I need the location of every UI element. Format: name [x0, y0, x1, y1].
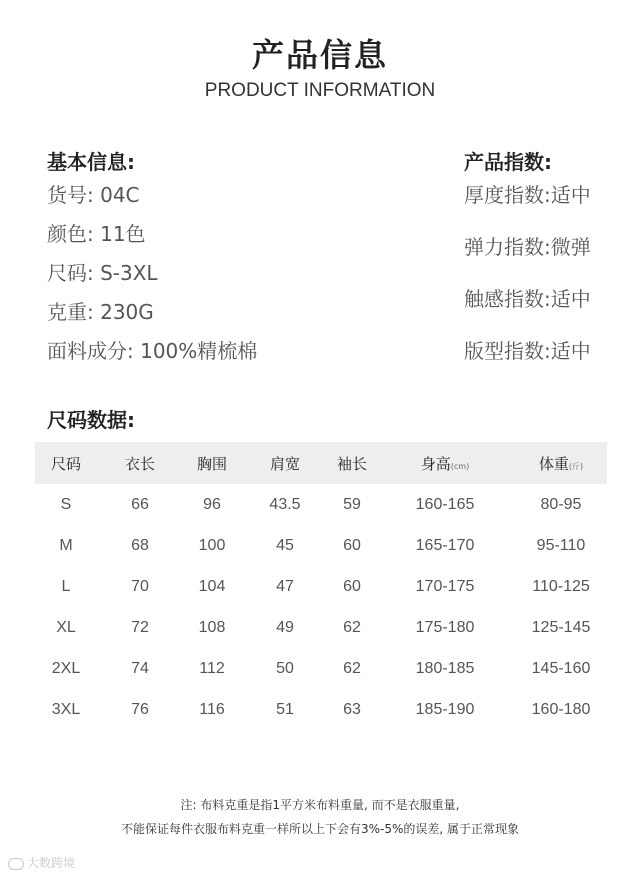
table-cell: M	[59, 536, 73, 554]
product-index-heading: 产品指数:	[464, 150, 552, 174]
size-data-heading: 尺码数据:	[47, 408, 135, 432]
table-cell: 96	[203, 495, 221, 513]
table-cell: 45	[276, 536, 294, 554]
basic-info-item: 货号: 04C	[47, 183, 140, 207]
table-cell: 145-160	[531, 659, 591, 677]
header-label: 肩宽	[269, 454, 300, 473]
table-cell: 160-165	[415, 495, 475, 513]
size-table-header-cell	[183, 442, 241, 484]
size-table-header-row	[35, 442, 607, 484]
table-cell: 74	[131, 659, 149, 677]
table-cell: 63	[343, 700, 361, 718]
header-label: 衣长	[124, 454, 155, 473]
table-cell: 100	[198, 536, 226, 554]
table-cell: 170-175	[415, 577, 475, 595]
header-label: 胸围	[196, 454, 227, 473]
header-label: 身高	[420, 454, 451, 473]
product-index-item: 版型指数:适中	[464, 339, 591, 363]
table-row	[35, 689, 607, 730]
table-cell: 175-180	[415, 618, 475, 636]
size-table-header-cell	[515, 442, 607, 484]
product-index-item: 弹力指数:微弹	[464, 235, 591, 259]
table-row	[35, 525, 607, 566]
table-cell: 62	[343, 618, 361, 636]
table-cell: 68	[131, 536, 149, 554]
watermark-logo-icon	[8, 858, 24, 870]
table-cell: 104	[198, 577, 226, 595]
table-cell: 116	[199, 700, 225, 718]
table-cell: 80-95	[540, 495, 582, 513]
table-cell: 180-185	[415, 659, 475, 677]
basic-info-list	[47, 180, 257, 375]
header-label: 袖长	[336, 454, 367, 473]
table-cell: 108	[198, 618, 226, 636]
table-row	[35, 566, 607, 607]
table-cell: 160-180	[531, 700, 591, 718]
header-label: 体重	[538, 454, 569, 473]
page-subtitle: PRODUCT INFORMATION	[204, 80, 436, 101]
table-cell: 49	[276, 618, 294, 636]
table-cell: 60	[343, 536, 361, 554]
header-label: 尺码	[50, 454, 81, 473]
product-index-item: 厚度指数:适中	[464, 183, 591, 207]
table-cell: L	[61, 577, 71, 595]
table-cell: 72	[131, 618, 149, 636]
table-cell: S	[60, 495, 72, 513]
watermark-text: 大数跨境	[27, 856, 76, 870]
table-cell: 95-110	[536, 536, 586, 554]
table-cell: 112	[199, 659, 225, 677]
watermark	[8, 854, 75, 871]
page-title: 产品信息	[251, 36, 388, 74]
basic-info-heading: 基本信息:	[47, 150, 135, 174]
basic-info-item: 颜色: 11色	[47, 222, 146, 246]
table-cell: 62	[343, 659, 361, 677]
table-cell: 59	[343, 495, 361, 513]
table-cell: 165-170	[415, 536, 475, 554]
table-cell: 110-125	[532, 577, 590, 595]
size-table-header-cell	[375, 442, 515, 484]
table-cell: 76	[131, 700, 149, 718]
basic-info-item: 尺码: S-3XL	[47, 261, 158, 285]
table-cell: 50	[276, 659, 294, 677]
size-table-wrap	[35, 442, 607, 730]
table-cell: 51	[276, 700, 294, 718]
size-table-header-cell	[329, 442, 375, 484]
size-table	[35, 442, 607, 730]
product-index-list	[464, 180, 591, 388]
table-row	[35, 648, 607, 689]
size-table-body	[35, 484, 607, 730]
table-row	[35, 484, 607, 525]
basic-info-item: 克重: 230G	[47, 300, 154, 324]
table-row	[35, 607, 607, 648]
size-table-header-cell	[35, 442, 97, 484]
table-cell: 47	[276, 577, 294, 595]
table-cell: 185-190	[415, 700, 475, 718]
note-line-2: 不能保证每件衣服布料克重一样所以上下会有3%-5%的误差, 属于正常现象	[120, 822, 520, 836]
table-cell: 70	[131, 577, 149, 595]
table-cell: 125-145	[531, 618, 591, 636]
table-cell: 2XL	[51, 659, 81, 677]
size-table-header-cell	[241, 442, 329, 484]
header-unit: (斤)	[568, 461, 584, 471]
note-line-1: 注: 布料克重是指1平方米布料重量, 而不是衣服重量,	[180, 798, 460, 812]
table-cell: 66	[131, 495, 149, 513]
product-index-item: 触感指数:适中	[464, 287, 591, 311]
table-cell: XL	[56, 618, 76, 636]
basic-info-item: 面料成分: 100%精梳棉	[47, 339, 258, 363]
size-table-header-cell	[97, 442, 183, 484]
header-unit: (cm)	[450, 461, 470, 471]
table-cell: 60	[343, 577, 361, 595]
table-cell: 43.5	[269, 495, 301, 513]
table-cell: 3XL	[51, 700, 81, 718]
